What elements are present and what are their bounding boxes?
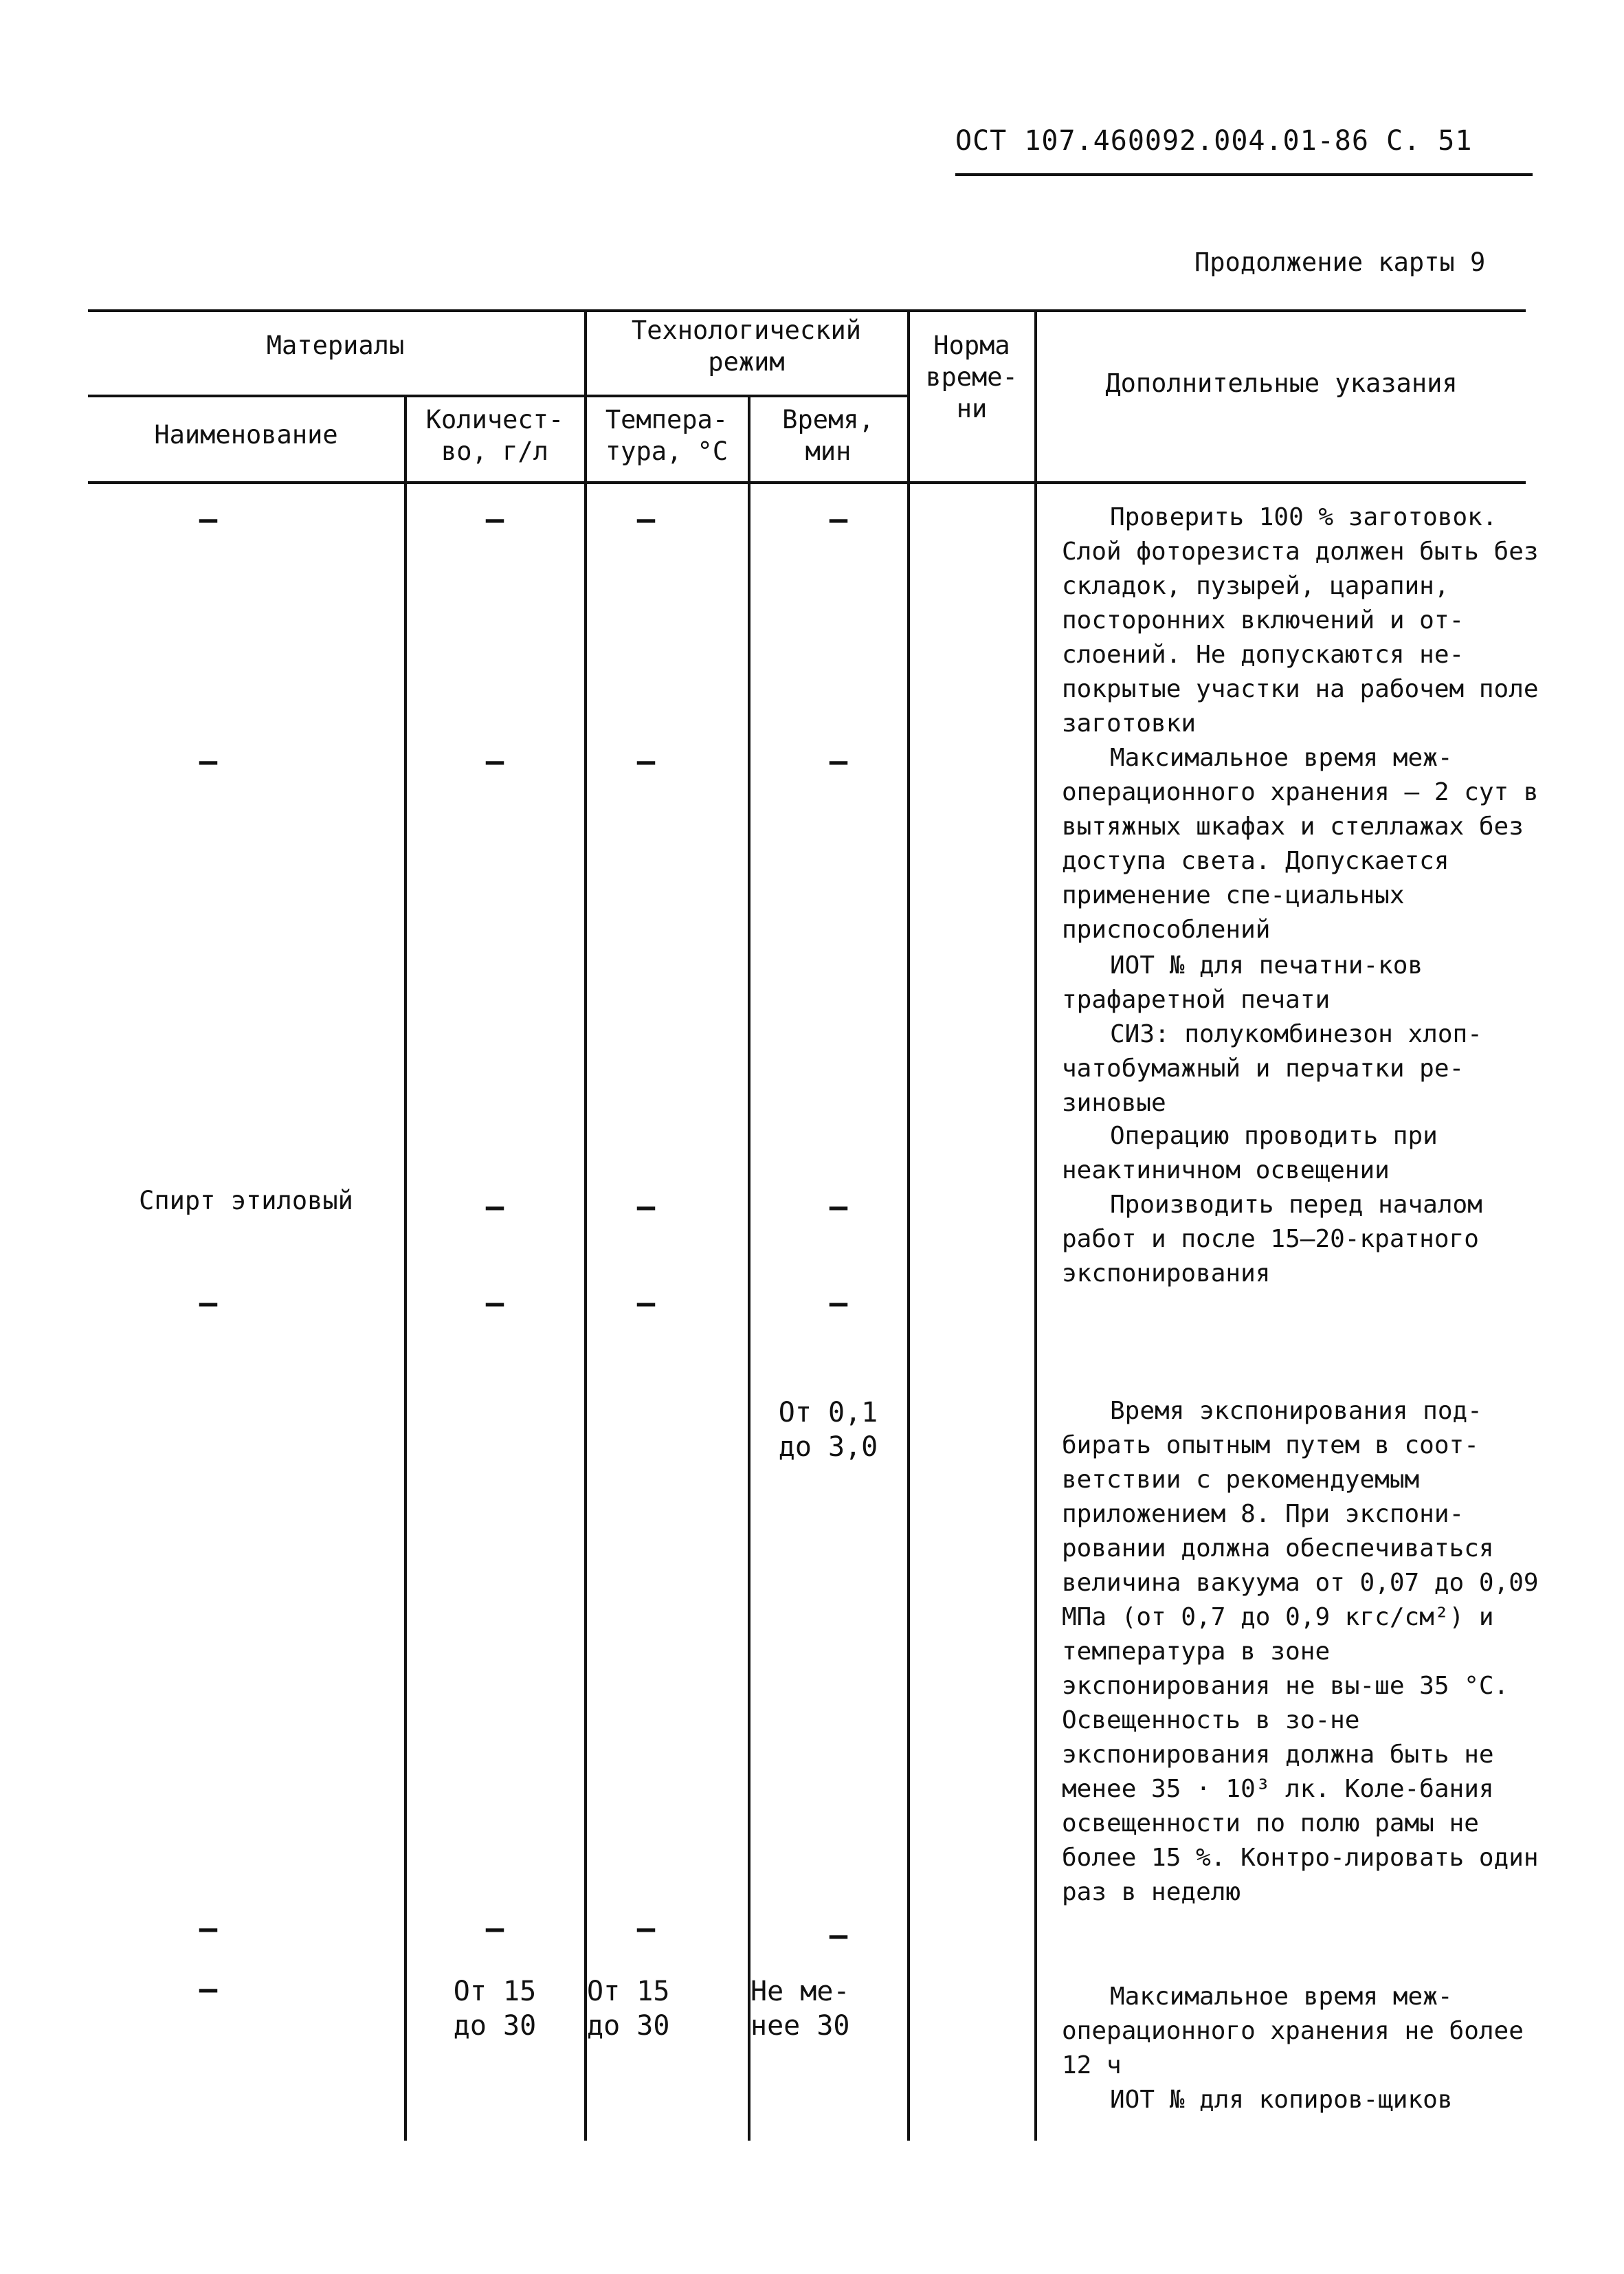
instruction-note: Максимальное время меж-операционного хранения не более 12 ч (1062, 1983, 1524, 2079)
instruction-note: Максимальное время меж-операционного хранения – 2 сут в вытяжных шкафах и стеллажах без доступа света. Допускается применение спе-циальных приспособлений (1062, 744, 1539, 944)
instruction-note: ИОТ № для печатни-ков трафаретной печати (1062, 951, 1423, 1014)
dash: – (199, 1972, 218, 2007)
header-materials: Материалы (266, 331, 405, 360)
time-last: Не ме- нее 30 (750, 1976, 850, 2042)
header-quantity: Количест- во, г/л (425, 405, 564, 466)
instruction-note: ИОТ № для копиров-щиков (1110, 2086, 1453, 2114)
dash: – (636, 1285, 656, 1321)
instruction-note: Проверить 100 % заготовок. Слой фоторезиста должен быть без складок, пузырей, царапин, посторонних включений и от-слоений. Не допускаются не-покрытые участки на рабочем поле заготовки (1062, 503, 1539, 738)
dash: – (636, 744, 656, 779)
dash: – (636, 1189, 656, 1224)
header-bottom-rule (88, 481, 1526, 484)
col-divider-4 (907, 309, 910, 2141)
dash: – (199, 1911, 218, 1946)
dash: – (829, 744, 848, 779)
dash: – (636, 502, 656, 537)
dash: – (636, 1911, 656, 1946)
dash: – (485, 502, 504, 537)
dash: – (485, 744, 504, 779)
continuation-label: Продолжение карты 9 (1194, 247, 1486, 277)
header-mid-rule (88, 395, 909, 397)
header-temperature: Темпера- тура, °С (605, 405, 728, 466)
dash: – (485, 1189, 504, 1224)
header-tech-mode: Технологический режим (631, 316, 862, 377)
material-spirit: Спирт этиловый (139, 1186, 353, 1215)
col-divider-2 (584, 309, 587, 2141)
instruction-note: Операцию проводить при неактиничном освещении (1062, 1122, 1438, 1184)
dash: – (199, 744, 218, 779)
quantity-last: От 15 до 30 (453, 1976, 537, 2042)
dash: – (829, 1285, 848, 1321)
instruction-note: Время экспонирования под-бирать опытным путем в соот-ветствии с рекомендуемым приложением 8. При экспони-ровании должна обеспечиваться величина вакуума от 0,07 до 0,09 МПа (от 0,7 до 0,9 кгс/см²) и температура в зоне экспонирования не вы-ше 35 °С. Освещенность в зо-не экспонирования должна быть не менее 35 · 10³ лк. Коле-бания освещенности по полю рамы не более 15 %. Контро-лировать один раз в неделю (1062, 1397, 1539, 1906)
table-top-rule (88, 309, 1526, 312)
temperature-last: От 15 до 30 (587, 1976, 670, 2042)
dash: – (829, 1918, 848, 1953)
dash: – (829, 1189, 848, 1224)
dash: – (199, 1285, 218, 1321)
col-divider-5 (1034, 309, 1037, 2141)
dash: – (485, 1285, 504, 1321)
dash: – (485, 1911, 504, 1946)
col-divider-3 (748, 395, 750, 2141)
document-code: ОСТ 107.460092.004.01-86 С. 51 (955, 125, 1473, 157)
dash: – (829, 502, 848, 537)
instruction-note: Производить перед началом работ и после 15–20-кратного экспонирования (1062, 1191, 1482, 1288)
col-divider-1 (404, 395, 407, 2141)
instruction-note: СИЗ: полукомбинезон хлоп-чатобумажный и перчатки ре-зиновые (1062, 1020, 1482, 1117)
time-exposure: От 0,1 до 3,0 (778, 1397, 878, 1463)
header-time-norm: Норма време- ни (926, 331, 1018, 423)
header-rule (955, 173, 1533, 176)
dash: – (199, 502, 218, 537)
header-instructions: Дополнительные указания (1105, 368, 1458, 398)
header-time: Время, мин (782, 405, 874, 466)
header-name: Наименование (154, 420, 338, 450)
